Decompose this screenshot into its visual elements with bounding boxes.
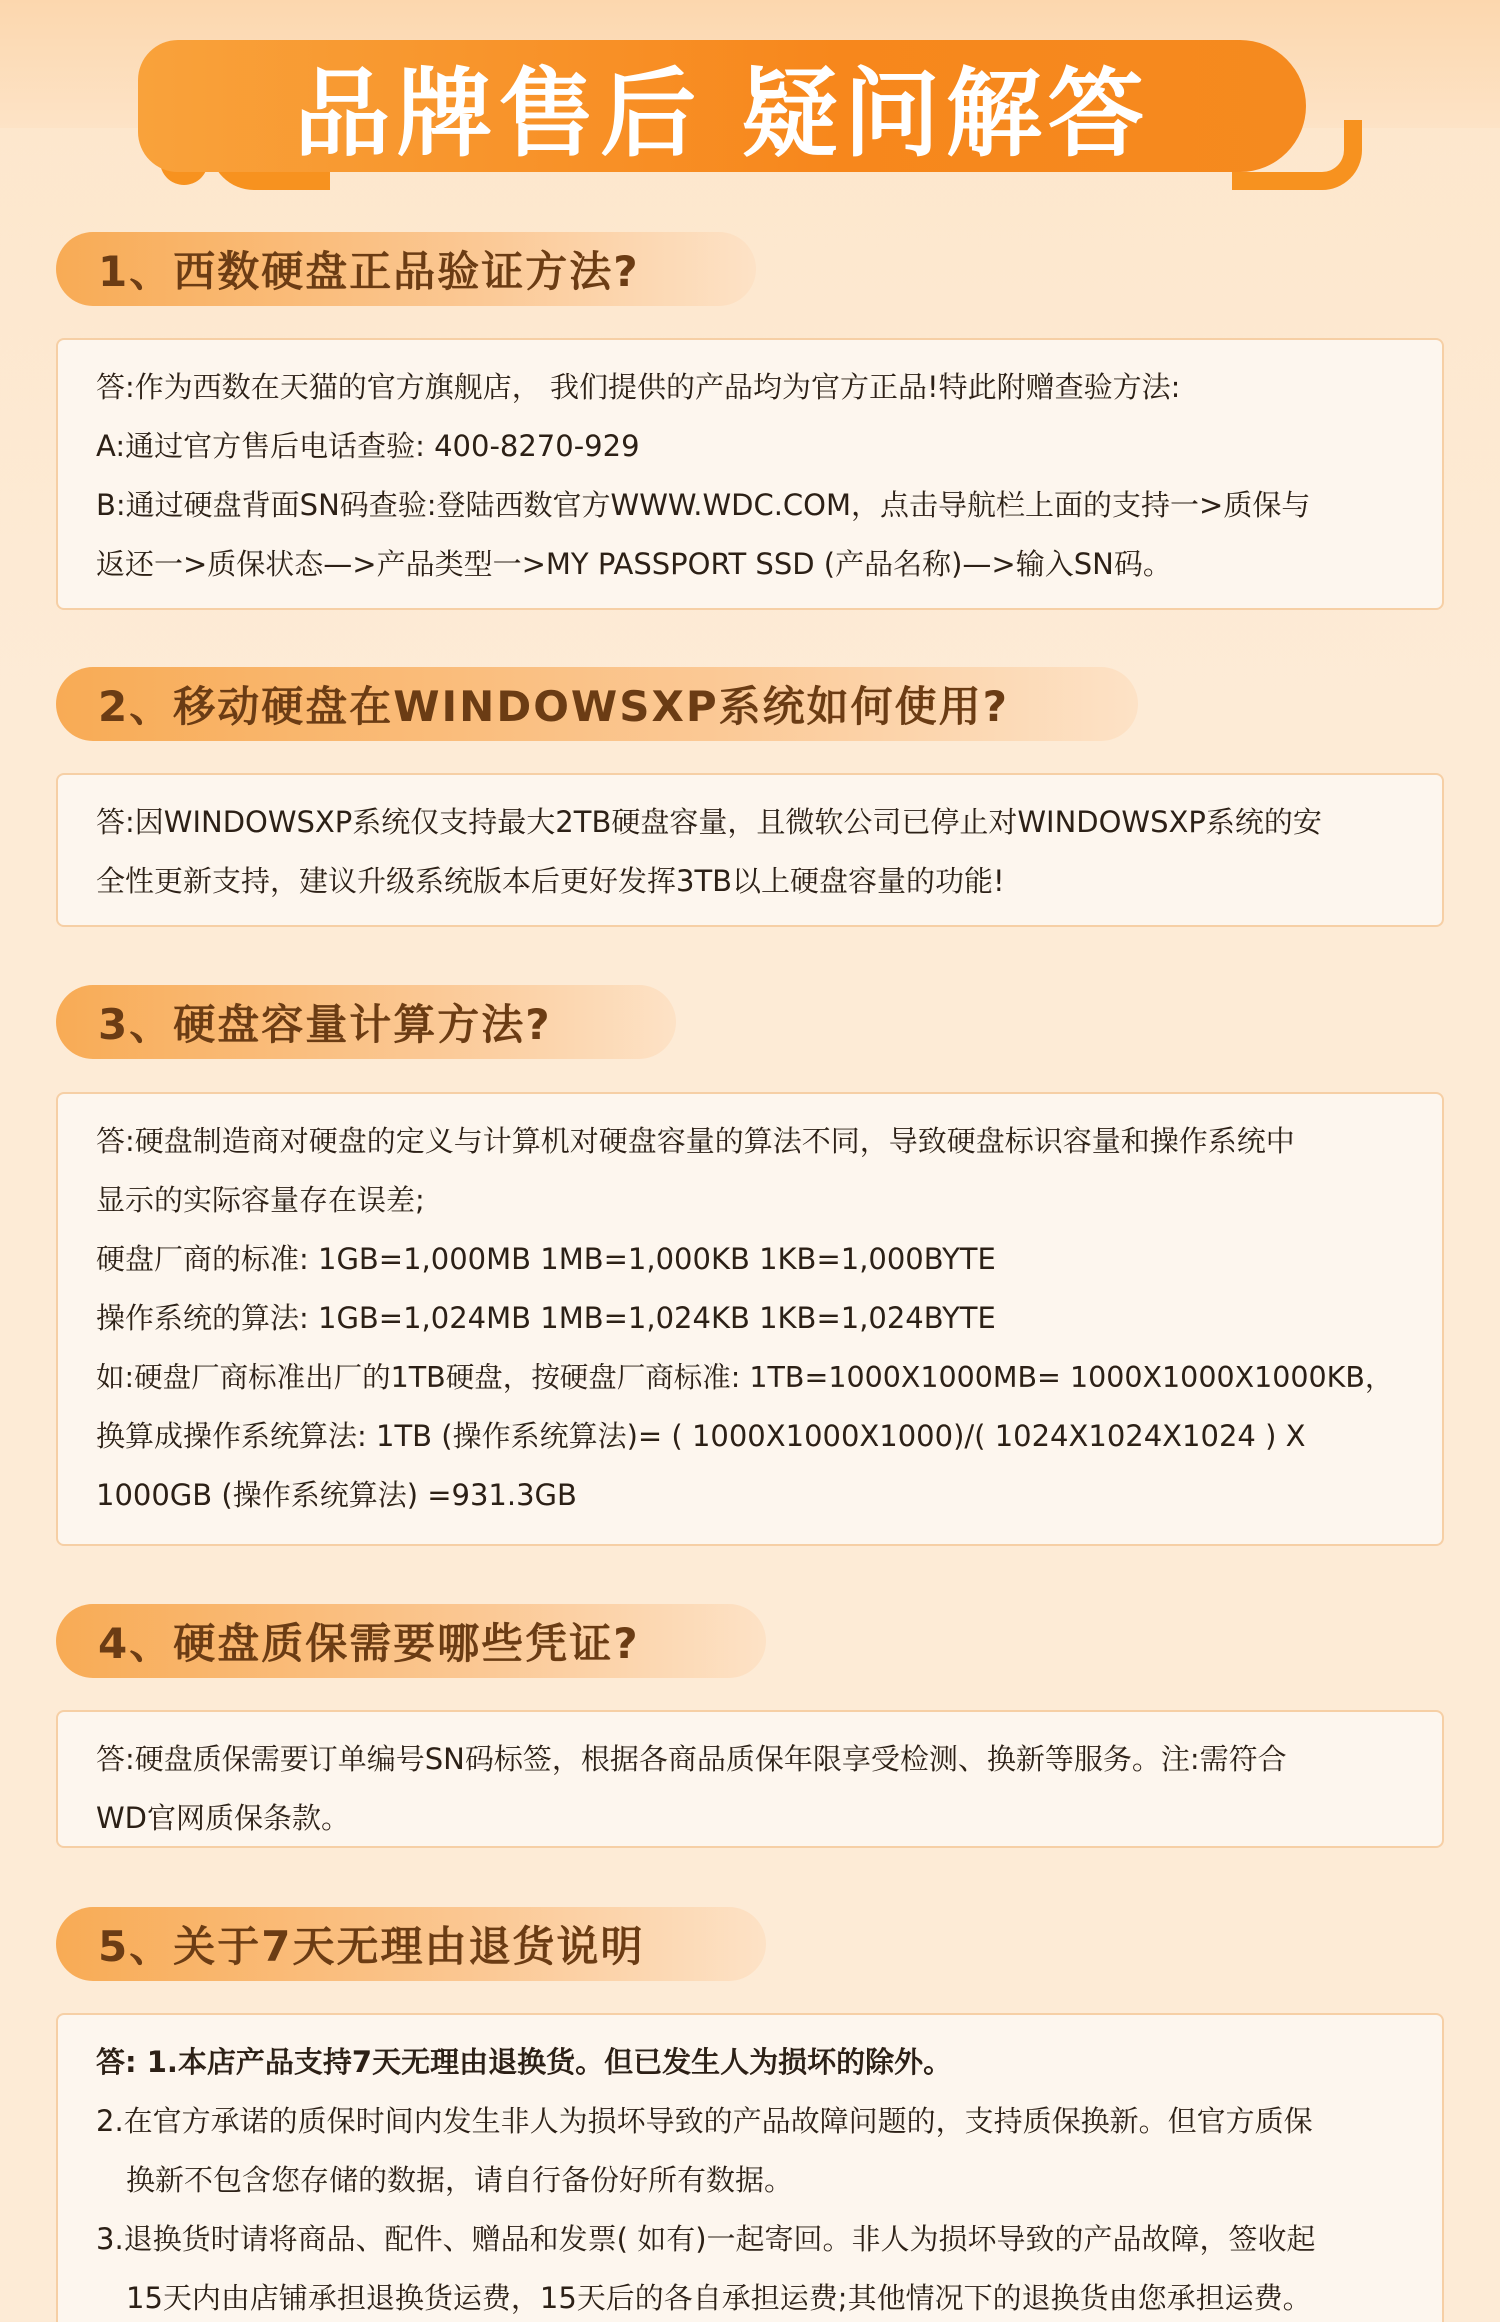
answer-5-box (56, 2013, 1444, 2322)
answer-1-box (56, 338, 1444, 610)
answer-3-line: 答:硬盘制造商对硬盘的定义与计算机对硬盘容量的算法不同，导致硬盘标识容量和操作系统中 (96, 1124, 1295, 1158)
answer-3-line: 1000GB (操作系统算法) =931.3GB (96, 1478, 577, 1512)
answer-1-line: A:通过官方售后电话查验: 400-8270-929 (96, 429, 640, 463)
answer-2-line: 答:因WINDOWSXP系统仅支持最大2TB硬盘容量，且微软公司已停止对WINDOWSXP系统的安 (96, 805, 1322, 839)
answer-3-line: 硬盘厂商的标准: 1GB=1,000MB 1MB=1,000KB 1KB=1,000BYTE (96, 1242, 996, 1276)
answer-1-line: 答:作为西数在天猫的官方旗舰店， 我们提供的产品均为官方正品!特此附赠查验方法: (96, 370, 1181, 404)
answer-3-line: 换算成操作系统算法: 1TB (操作系统算法)= ( 1000X1000X1000)/( 1024X1024X1024 ) X (96, 1419, 1306, 1453)
answer-4-box (56, 1710, 1444, 1848)
answer-5-line: 答: 1.本店产品支持7天无理由退换货。但已发生人为损坏的除外。 (96, 2045, 953, 2079)
question-5-header: 5、关于7天无理由退货说明 (56, 1907, 766, 1981)
answer-1-line: B:通过硬盘背面SN码查验:登陆西数官方WWW.WDC.COM，点击导航栏上面的支持一>质保与 (96, 488, 1311, 522)
answer-3-line: 如:硬盘厂商标准出厂的1TB硬盘，按硬盘厂商标准: 1TB=1000X1000MB= 1000X1000X1000KB， (96, 1361, 1394, 1394)
answer-5-line: 3.退换货时请将商品、配件、赠品和发票( 如有)一起寄回。非人为损坏导致的产品故障，签收起 (96, 2222, 1316, 2256)
answer-1-line: 返还一>质保状态—>产品类型一>MY PASSPORT SSD (产品名称)—>输入SN码。 (96, 547, 1172, 581)
question-4-header: 4、硬盘质保需要哪些凭证? (56, 1604, 766, 1678)
answer-5-line: 换新不包含您存储的数据，请自行备份好所有数据。 (126, 2163, 794, 2197)
banner-title: 品牌售后 疑问解答 (294, 57, 1150, 170)
answer-5-line: 15天内由店铺承担退换货运费，15天后的各自承担运费;其他情况下的退换货由您承担运费。 (126, 2281, 1312, 2315)
answer-4-line: WD官网质保条款。 (96, 1801, 351, 1835)
question-2-header: 2、移动硬盘在WINDOWSXP系统如何使用? (56, 667, 1138, 741)
answer-2-box (56, 773, 1444, 927)
question-1-header: 1、西数硬盘正品验证方法? (56, 232, 756, 306)
answer-3-line: 显示的实际容量存在误差; (96, 1183, 425, 1217)
answer-3-line: 操作系统的算法: 1GB=1,024MB 1MB=1,024KB 1KB=1,024BYTE (96, 1301, 996, 1335)
answer-5-line: 2.在官方承诺的质保时间内发生非人为损坏导致的产品故障问题的，支持质保换新。但官方质保 (96, 2104, 1313, 2138)
answer-4-line: 答:硬盘质保需要订单编号SN码标签，根据各商品质保年限享受检测、换新等服务。注:需符合 (96, 1742, 1287, 1776)
answer-2-line: 全性更新支持，建议升级系统版本后更好发挥3TB以上硬盘容量的功能! (96, 864, 1005, 898)
question-3-header: 3、硬盘容量计算方法? (56, 985, 676, 1059)
answer-3-box (56, 1092, 1444, 1546)
